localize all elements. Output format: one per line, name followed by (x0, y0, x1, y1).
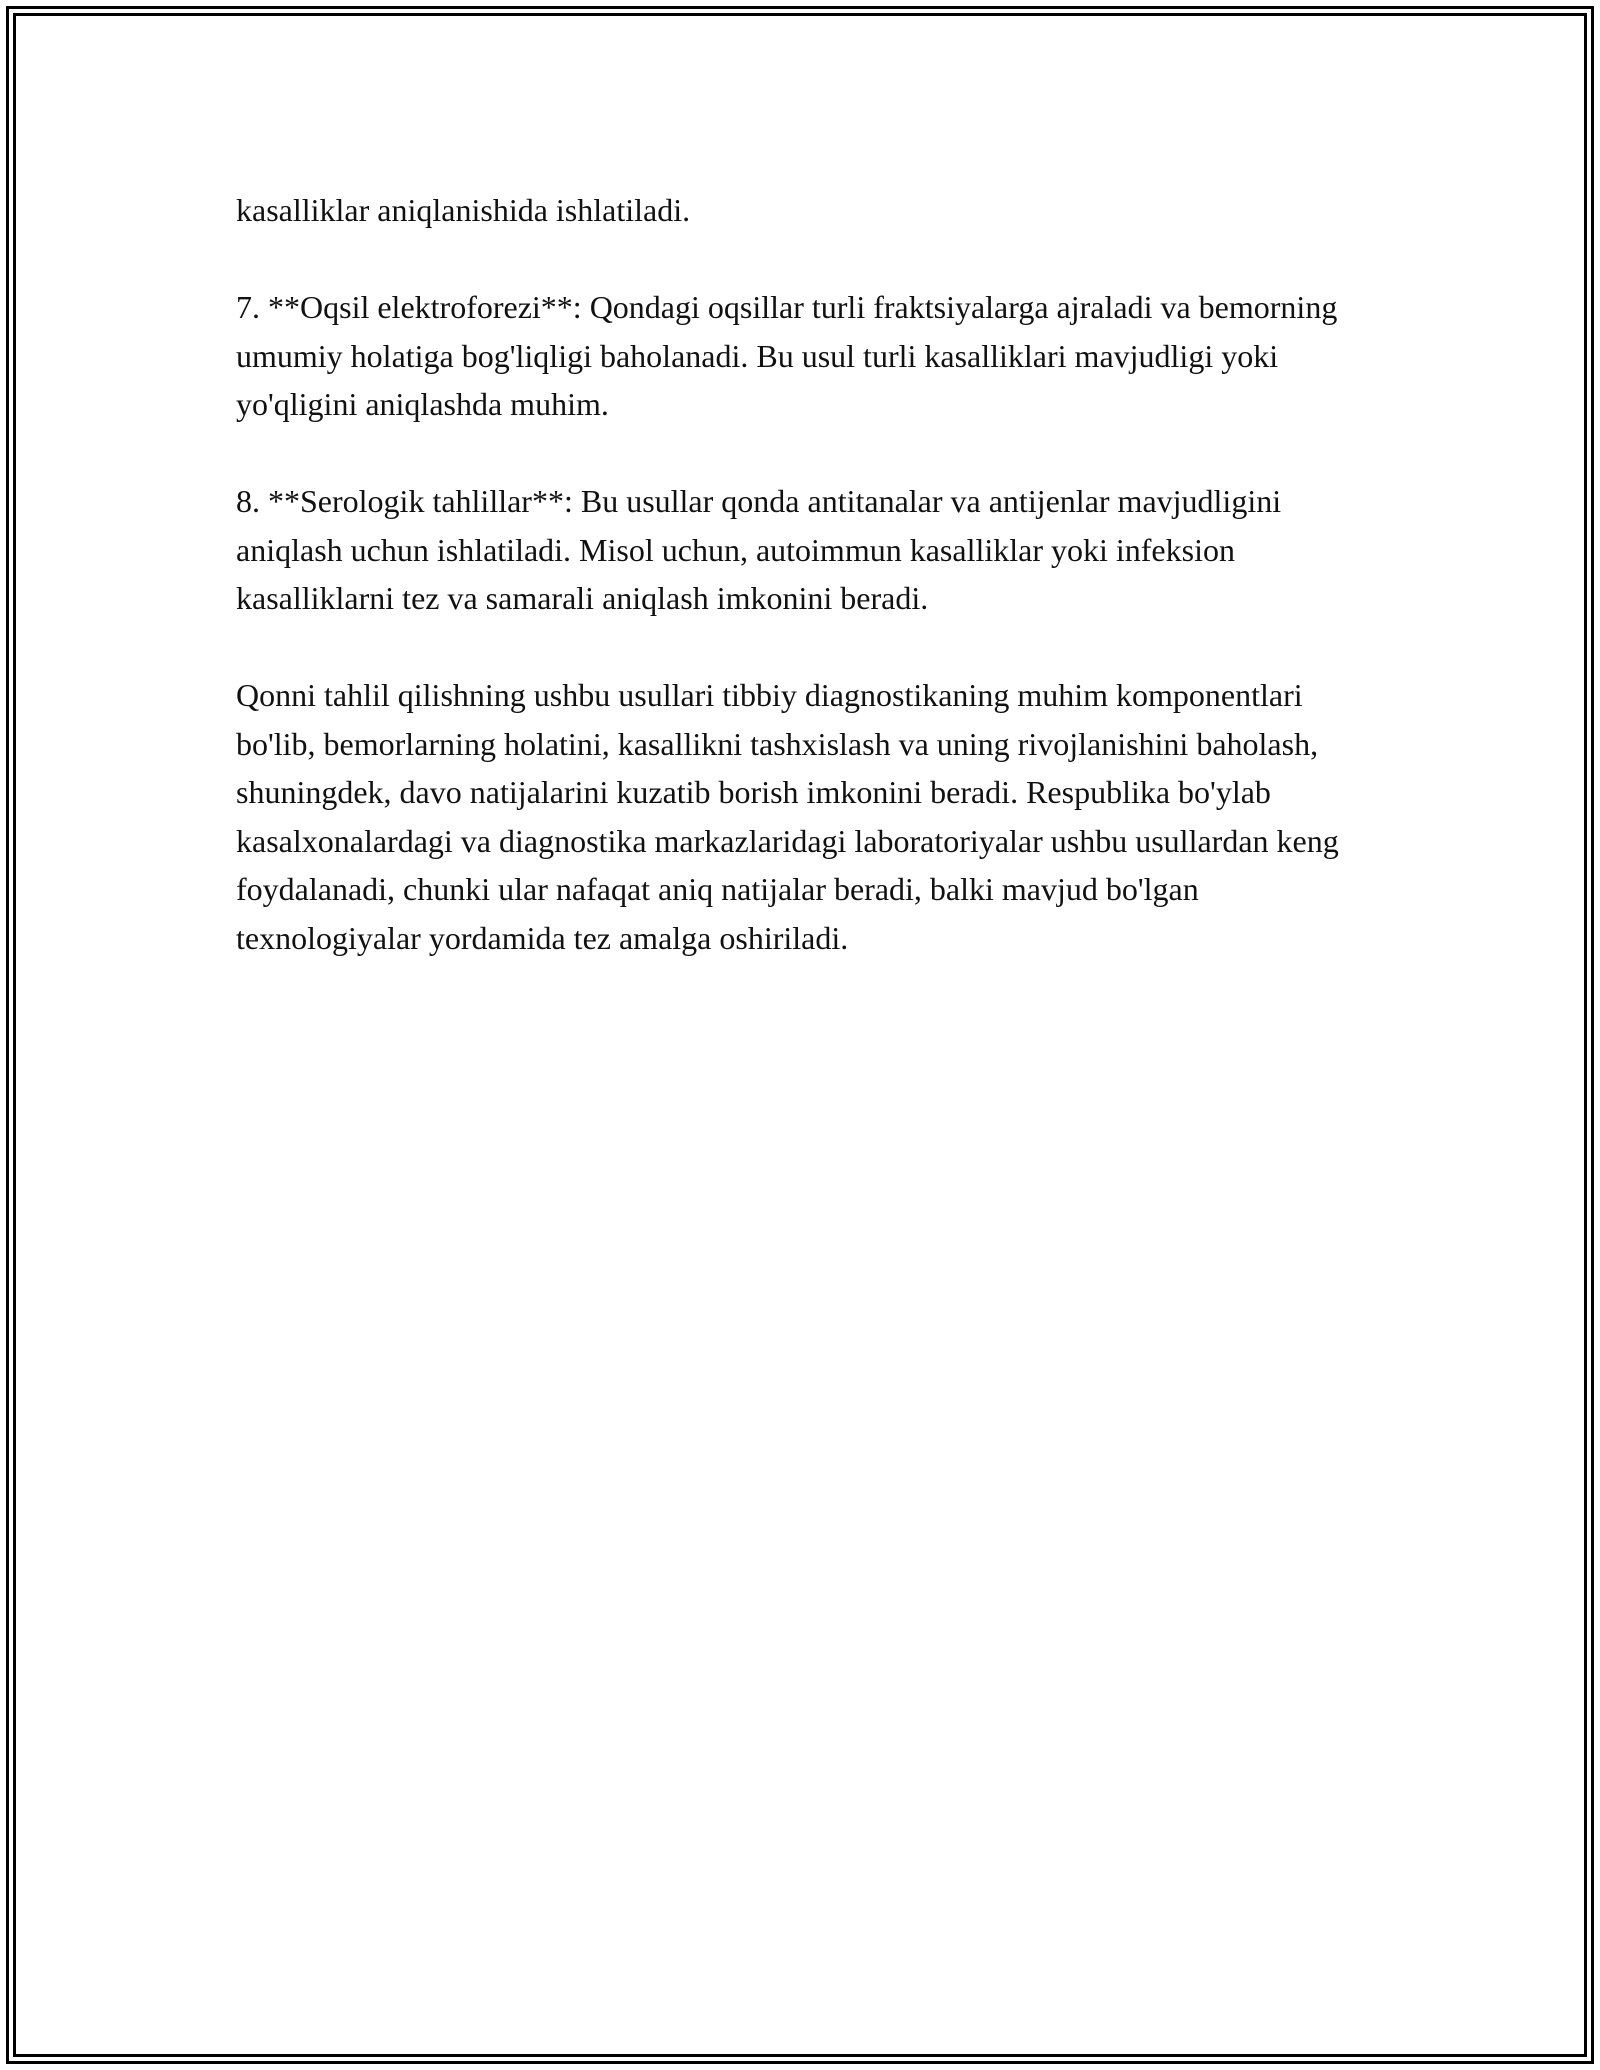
paragraph-item-8: 8. **Serologik tahlillar**: Bu usullar qonda antitanalar va antijenlar mavjudligini aniqlash uchun ishlatiladi. Misol uchun, autoimmun kasalliklar yoki infeksion kasalliklarni tez va samarali aniqlash imkonini beradi. (236, 483, 1282, 616)
paragraph-continuation: kasalliklar aniqlanishida ishlatiladi. (236, 192, 691, 228)
document-body (236, 186, 1386, 1011)
paragraph-item-7: 7. **Oqsil elektroforezi**: Qondagi oqsillar turli fraktsiyalarga ajraladi va bemorning umumiy holatiga bog'liqligi baholanadi. Bu usul turli kasalliklari mavjudligi yoki yo'qligini aniqlashda muhim. (236, 289, 1338, 422)
paragraph-conclusion: Qonni tahlil qilishning ushbu usullari tibbiy diagnostikaning muhim komponentlari bo'lib, bemorlarning holatini, kasallikni tashxislash va uning rivojlanishini baholash, shuningdek, davo natijalarini kuzatib borish imkonini beradi. Respublika bo'ylab kasalxonalardagi va diagnostika markazlaridagi laboratoriyalar ushbu usullardan keng foydalanadi, chunki ular nafaqat aniq natijalar beradi, balki mavjud bo'lgan texnologiyalar yordamida tez amalga oshiriladi. (236, 677, 1339, 956)
